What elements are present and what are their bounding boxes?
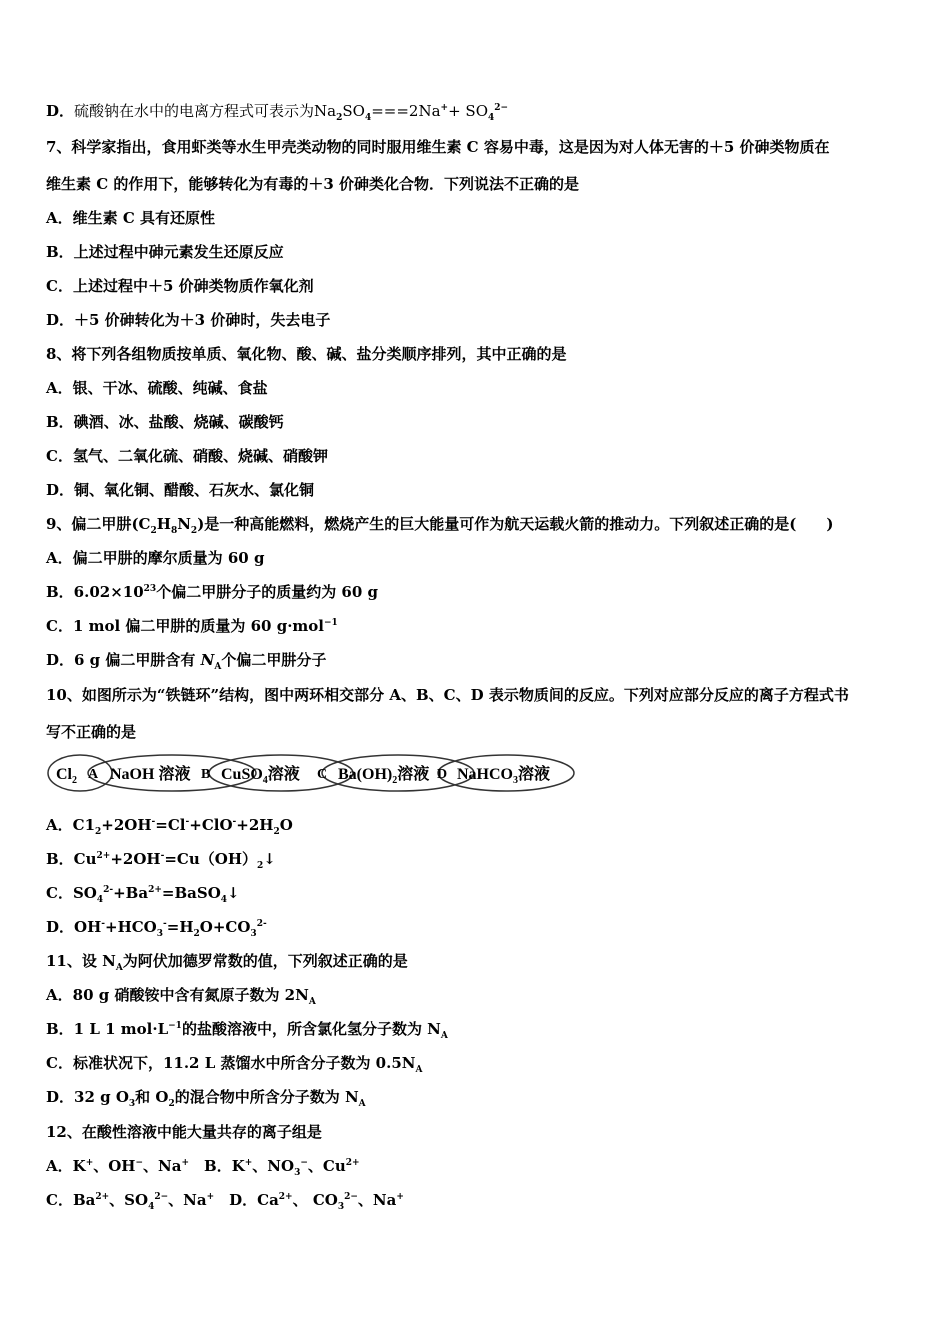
q10-option-d: [46, 917, 267, 937]
chain-intersection-b: B: [201, 767, 211, 782]
q9-option-a: A．偏二甲肼的摩尔质量为 60 g: [46, 549, 265, 567]
q11-option-c: [46, 1053, 422, 1073]
chain-label-baoh2: $Ba(OH)_2$溶液: [338, 766, 430, 786]
q7-option-a: A．维生素 C 具有还原性: [46, 209, 216, 227]
option-text: O+CO: [199, 918, 251, 936]
option-text: B．Cu: [46, 850, 97, 868]
option-text: D．6 g 偏二甲肼含有: [46, 651, 201, 669]
chain-intersection-d: D: [437, 767, 448, 782]
superscript: -: [151, 817, 156, 827]
q10-option-c: [46, 883, 240, 903]
option-text: B．1 L 1 mol·L: [46, 1020, 169, 1038]
subscript: 2: [95, 827, 102, 837]
chain-intersection-a: A: [88, 767, 99, 782]
option-text: +2H: [236, 816, 274, 834]
option-text: C．SO: [46, 884, 97, 902]
option-text: +Ba: [113, 884, 149, 902]
iron-chain-diagram: [46, 752, 578, 794]
option-text: =BaSO: [161, 884, 221, 902]
option-text: 、Na: [143, 1157, 182, 1175]
subscript: 3: [337, 1202, 345, 1212]
superscript: +: [206, 1192, 215, 1202]
option-text: 的盐酸溶液中，所含氯化氢分子数为 N: [181, 1020, 441, 1038]
subscript: A: [214, 662, 222, 672]
option-text: SO: [342, 102, 365, 120]
subscript: 4: [488, 113, 495, 123]
option-text: 硫酸钠在水中的电离方程式可表示为Na: [74, 102, 337, 120]
option-text: C．Ba: [46, 1191, 96, 1209]
subscript: 4: [148, 1202, 155, 1212]
q8-stem: 8、将下列各组物质按单质、氧化物、酸、碱、盐分类顺序排列，其中正确的是: [46, 345, 567, 363]
subscript: 2: [257, 861, 264, 871]
option-text: 、Na: [357, 1191, 397, 1209]
option-text: B．K: [189, 1157, 245, 1175]
superscript: -: [185, 817, 190, 827]
q11-option-a: [46, 985, 316, 1005]
subscript: 2: [150, 526, 157, 536]
superscript: -: [160, 851, 165, 861]
subscript: 2: [168, 1099, 175, 1109]
option-label: D．: [46, 102, 75, 120]
option-text: 个偏二甲肼分子的质量约为 60 g: [156, 583, 378, 601]
subscript: 4: [220, 895, 228, 905]
stem-text: H: [156, 515, 171, 533]
superscript: 2−: [494, 103, 509, 113]
q6-option-d: [46, 101, 508, 121]
superscript: -: [232, 817, 237, 827]
q9-option-d: [46, 650, 326, 670]
q7-option-d: D．＋5 价砷转化为＋3 价砷时，失去电子: [46, 311, 331, 329]
subscript: 4: [364, 113, 372, 123]
q7-stem-line1: 7、科学家指出，食用虾类等水生甲壳类动物的同时服用维生素 C 容易中毒，这是因为对人体无害的＋5 价砷类物质在: [46, 138, 830, 156]
q10-option-a: [46, 815, 293, 835]
superscript: 2+: [148, 885, 162, 895]
superscript: −1: [168, 1021, 182, 1031]
superscript: +: [440, 103, 449, 113]
q8-option-a: A．银、干冰、硫酸、纯碱、食盐: [46, 379, 268, 397]
subscript: 2: [336, 113, 343, 123]
option-text: + SO: [448, 102, 488, 120]
chain-label-naoh: NaOH 溶液: [110, 766, 191, 783]
q8-option-d: D．铜、氧化铜、醋酸、石灰水、氯化铜: [46, 481, 315, 499]
chain-label-nahco3: NaHCO$_3$溶液: [457, 766, 551, 786]
q8-option-c: C．氢气、二氧化硫、硝酸、烧碱、硝酸钾: [46, 447, 328, 465]
superscript: −1: [324, 618, 338, 628]
superscript: -: [163, 919, 167, 929]
option-text: +HCO: [105, 918, 157, 936]
option-text: A．80 g 硝酸铵中含有氮原子数为 2N: [46, 986, 309, 1004]
option-text: =H: [166, 918, 194, 936]
superscript: 2−: [154, 1192, 169, 1202]
option-text: 、Cu: [307, 1157, 346, 1175]
q11-option-b: [46, 1019, 448, 1039]
stem-text: 9、偏二甲肼(C: [46, 515, 151, 533]
superscript: 2−: [344, 1192, 358, 1202]
q12-options-ab: [46, 1156, 360, 1176]
superscript: −: [135, 1158, 144, 1168]
q7-option-b: B．上述过程中砷元素发生还原反应: [46, 243, 284, 261]
option-text: +2OH: [110, 850, 161, 868]
subscript: A: [308, 997, 316, 1007]
q10-stem-line1: 10、如图所示为“铁链环”结构，图中两环相交部分 A、B、C、D 表示物质间的反应。下列对应部分反应的离子方程式书: [46, 686, 849, 704]
subscript: 8: [170, 526, 178, 536]
option-text: 、SO: [109, 1191, 149, 1209]
subscript: A: [358, 1099, 366, 1109]
q11-stem: [46, 951, 408, 971]
superscript: 2+: [345, 1158, 360, 1168]
option-text: ↓: [263, 850, 276, 868]
superscript: +: [181, 1158, 190, 1168]
q9-stem: [46, 514, 833, 534]
chain-label-cuso4: CuSO$_4$溶液: [221, 766, 300, 786]
option-text: ===2Na: [371, 102, 441, 120]
subscript: A: [415, 1065, 423, 1075]
superscript: 2+: [95, 1192, 110, 1202]
chain-label-cl2: $Cl_2$: [56, 766, 77, 786]
subscript: 2: [273, 827, 280, 837]
option-text: =Cu（OH）: [164, 850, 257, 868]
option-text: 的混合物中所含分子数为 N: [174, 1088, 359, 1106]
superscript: 2+: [96, 851, 111, 861]
subscript: 3: [250, 929, 257, 939]
option-text: 和 O: [135, 1088, 169, 1106]
option-text: +ClO: [189, 816, 233, 834]
option-text: ↓: [227, 884, 240, 902]
option-text: C．标准状况下，11.2 L 蒸馏水中所含分子数为 0.5N: [46, 1054, 416, 1072]
q7-stem-line2: 维生素 C 的作用下，能够转化为有毒的＋3 价砷类化合物．下列说法不正确的是: [46, 175, 580, 193]
superscript: +: [85, 1158, 94, 1168]
superscript: +: [396, 1192, 404, 1202]
option-text: A．C1: [46, 816, 96, 834]
option-text: B．6.02×10: [46, 583, 144, 601]
q8-option-b: B．碘酒、冰、盐酸、烧碱、碳酸钙: [46, 413, 284, 431]
superscript: −: [300, 1158, 308, 1168]
option-text: 、Na: [168, 1191, 207, 1209]
q10-stem-line2: 写不正确的是: [46, 723, 137, 741]
option-text: D．OH: [46, 918, 102, 936]
stem-text: 11、设 N: [46, 952, 116, 970]
subscript: 3: [128, 1099, 136, 1109]
q12-options-cd: [46, 1190, 404, 1210]
option-text: =Cl: [155, 816, 186, 834]
option-text: D．32 g O: [46, 1088, 129, 1106]
superscript: 2+: [278, 1192, 293, 1202]
subscript: A: [115, 963, 123, 973]
option-text: 、 CO: [292, 1191, 338, 1209]
stem-text: N: [177, 515, 191, 533]
subscript: 4: [96, 895, 104, 905]
subscript: 2: [193, 929, 200, 939]
subscript: A: [440, 1031, 448, 1041]
q9-option-b: [46, 582, 378, 602]
q9-option-c: [46, 616, 338, 636]
italic-symbol: N: [200, 651, 215, 669]
q12-stem: 12、在酸性溶液中能大量共存的离子组是: [46, 1123, 322, 1141]
option-text: 个偏二甲肼分子: [221, 651, 327, 669]
stem-text: )是一种高能燃料，燃烧产生的巨大能量可作为航天运载火箭的推动力。下列叙述正确的是( ): [197, 515, 834, 533]
q11-option-d: [46, 1087, 366, 1107]
superscript: 2-: [256, 919, 267, 929]
superscript: +: [244, 1158, 253, 1168]
subscript: 3: [294, 1168, 301, 1178]
option-text: O: [279, 816, 293, 834]
subscript: 2: [190, 526, 198, 536]
option-text: 、NO: [252, 1157, 295, 1175]
superscript: 2-: [103, 885, 114, 895]
superscript: -: [101, 919, 105, 929]
option-text: D．Ca: [214, 1191, 279, 1209]
subscript: 3: [156, 929, 164, 939]
option-text: 、OH: [93, 1157, 136, 1175]
option-text: +2OH: [101, 816, 152, 834]
stem-text: 为阿伏加德罗常数的值，下列叙述正确的是: [122, 952, 408, 970]
option-text: C．1 mol 偏二甲肼的质量为 60 g·mol: [46, 617, 324, 635]
superscript: 23: [143, 584, 157, 594]
q10-option-b: [46, 849, 276, 869]
chain-intersection-c: C: [317, 767, 328, 782]
option-text: A．K: [46, 1157, 86, 1175]
q7-option-c: C．上述过程中＋5 价砷类物质作氧化剂: [46, 277, 314, 295]
